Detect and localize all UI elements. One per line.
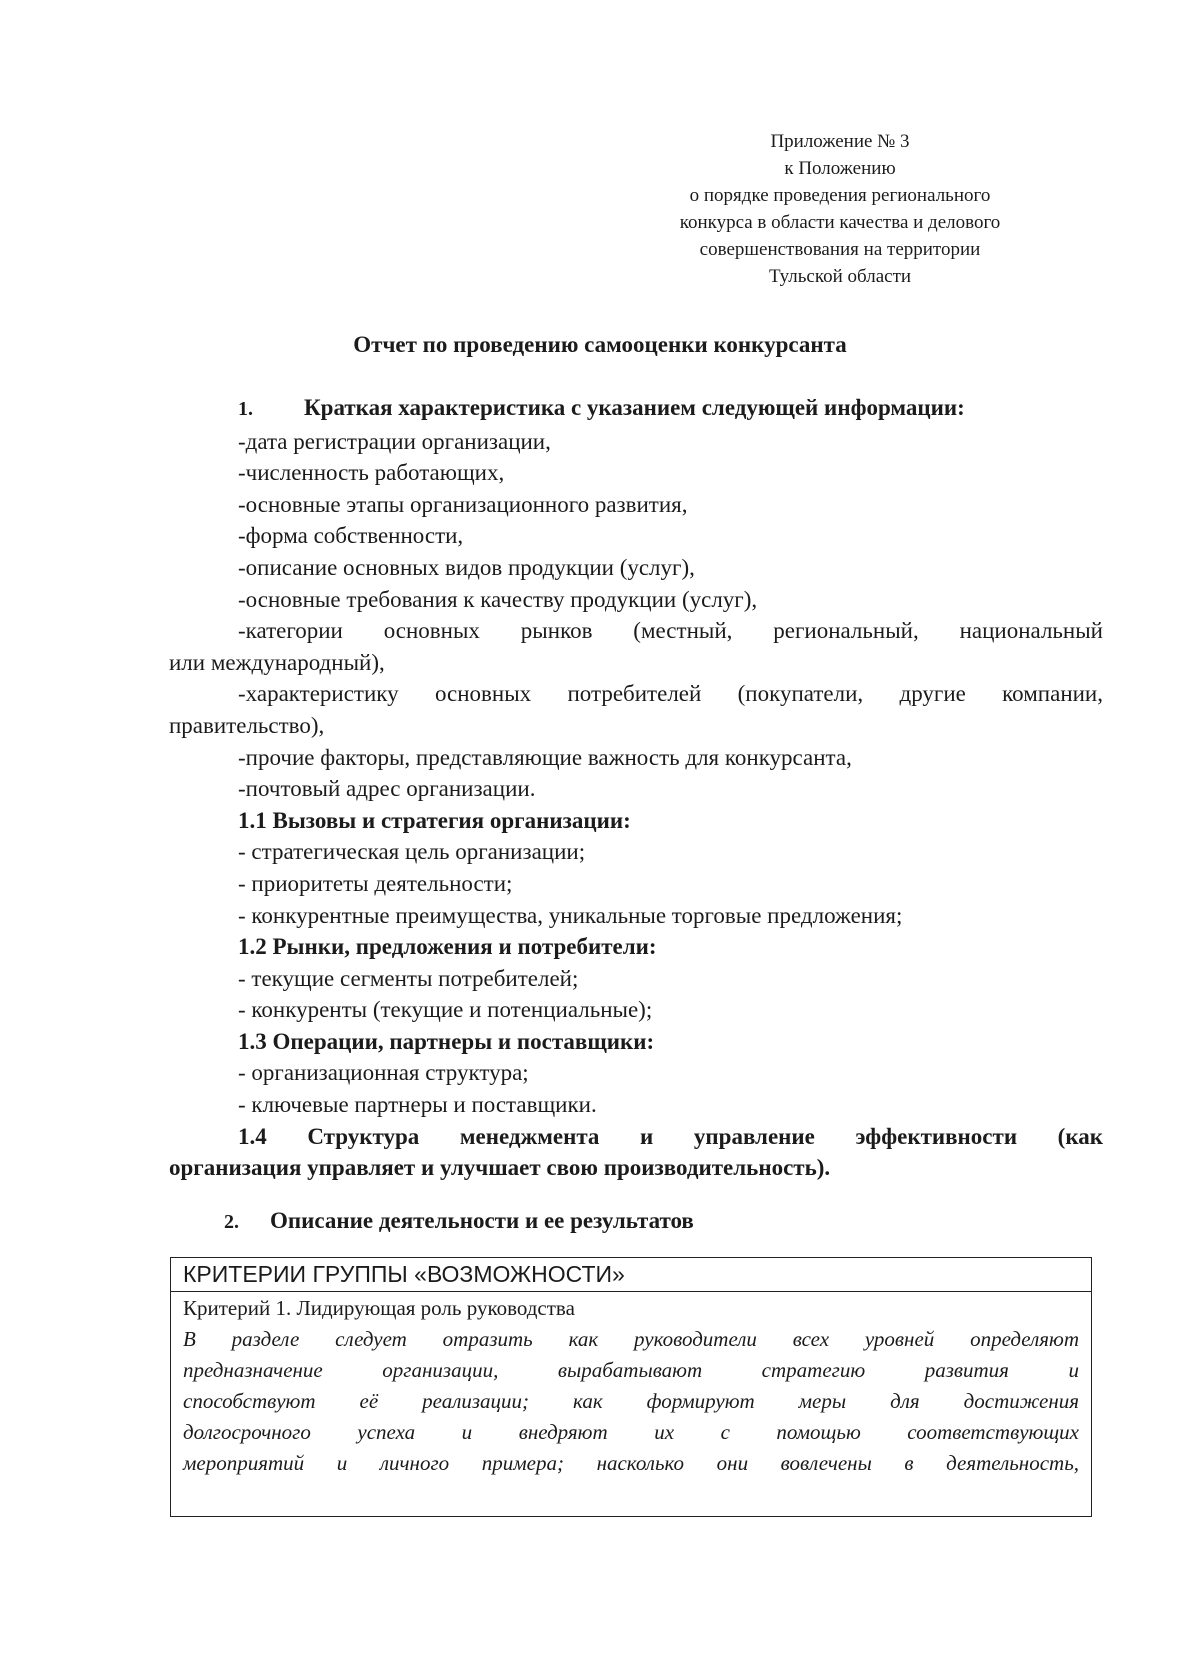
- subsection-1-4-heading: 1.4 Структура менеджмента и управление эффективности (как: [238, 1123, 1103, 1149]
- list-item: - приоритеты деятельности;: [238, 870, 513, 896]
- list-item: -прочие факторы, представляющие важность для конкурсанта,: [238, 744, 852, 770]
- criterion-description-line: предназначение организации, вырабатывают стратегию развития и: [183, 1358, 1079, 1382]
- criterion-description: [183, 1324, 1079, 1479]
- criterion-description-line: мероприятий и личного примера; насколько они вовлечены в деятельность,: [183, 1451, 1079, 1475]
- list-item: -описание основных видов продукции (услуг),: [238, 554, 695, 580]
- criterion-description-line: долгосрочного успеха и внедряют их с помощью соответствующих: [183, 1420, 1079, 1444]
- appendix-line: конкурса в области качества и делового: [679, 212, 1001, 233]
- list-item: - стратегическая цель организации;: [238, 839, 586, 865]
- list-item: -основные этапы организационного развития,: [238, 491, 688, 517]
- list-item: -основные требования к качеству продукции (услуг),: [238, 586, 758, 612]
- list-item: -дата регистрации организации,: [238, 428, 551, 454]
- criteria-group-title: КРИТЕРИИ ГРУППЫ «ВОЗМОЖНОСТИ»: [171, 1258, 1091, 1292]
- list-item-continuation: или международный),: [169, 649, 385, 675]
- list-item-continuation: правительство),: [169, 712, 325, 738]
- list-item: -категории основных рынков (местный, региональный, национальный: [238, 618, 1103, 644]
- appendix-header: [620, 128, 1060, 290]
- appendix-line: Тульской области: [768, 266, 912, 287]
- section-2-heading: [224, 1206, 694, 1237]
- list-item: -форма собственности,: [238, 523, 464, 549]
- criteria-cell: [171, 1292, 1091, 1479]
- appendix-line: Приложение № 3: [770, 131, 910, 152]
- subsection-1-4-heading-continuation: организация управляет и улучшает свою производительность).: [169, 1155, 831, 1181]
- subsection-1-3-heading: 1.3 Операции, партнеры и поставщики:: [238, 1028, 655, 1054]
- section-2-heading-text: Описание деятельности и ее результатов: [270, 1208, 694, 1233]
- criterion-description-line: В разделе следует отразить как руководители всех уровней определяют: [183, 1327, 1079, 1351]
- document-title: Отчет по проведению самооценки конкурсанта: [353, 332, 847, 357]
- list-item: - организационная структура;: [238, 1060, 529, 1086]
- criterion-title: Критерий 1. Лидирующая роль руководства: [183, 1296, 575, 1320]
- section-1-number: 1.: [238, 398, 253, 420]
- section-1: [169, 392, 1103, 1184]
- criterion-description-line: способствуют её реализации; как формируют меры для достижения: [183, 1389, 1079, 1413]
- list-item: - текущие сегменты потребителей;: [238, 965, 579, 991]
- list-item: -характеристику основных потребителей (покупатели, другие компании,: [238, 681, 1103, 707]
- list-item: -численность работающих,: [238, 460, 505, 486]
- list-item: - конкуренты (текущие и потенциальные);: [238, 997, 653, 1023]
- section-1-heading-text: Краткая характеристика с указанием следующей информации:: [304, 395, 965, 420]
- subsection-1-2-heading: 1.2 Рынки, предложения и потребители:: [238, 934, 657, 960]
- list-item: -почтовый адрес организации.: [238, 776, 536, 802]
- list-item: - конкурентные преимущества, уникальные торговые предложения;: [238, 902, 903, 928]
- appendix-line: совершенствования на территории: [699, 239, 981, 260]
- appendix-line: о порядке проведения регионального: [689, 185, 991, 206]
- section-1-heading: [169, 392, 1103, 426]
- appendix-line: к Положению: [784, 158, 896, 179]
- section-2-number: 2.: [224, 1211, 239, 1233]
- list-item: - ключевые партнеры и поставщики.: [238, 1092, 597, 1118]
- subsection-1-1-heading: 1.1 Вызовы и стратегия организации:: [238, 807, 631, 833]
- criteria-table: [170, 1257, 1092, 1517]
